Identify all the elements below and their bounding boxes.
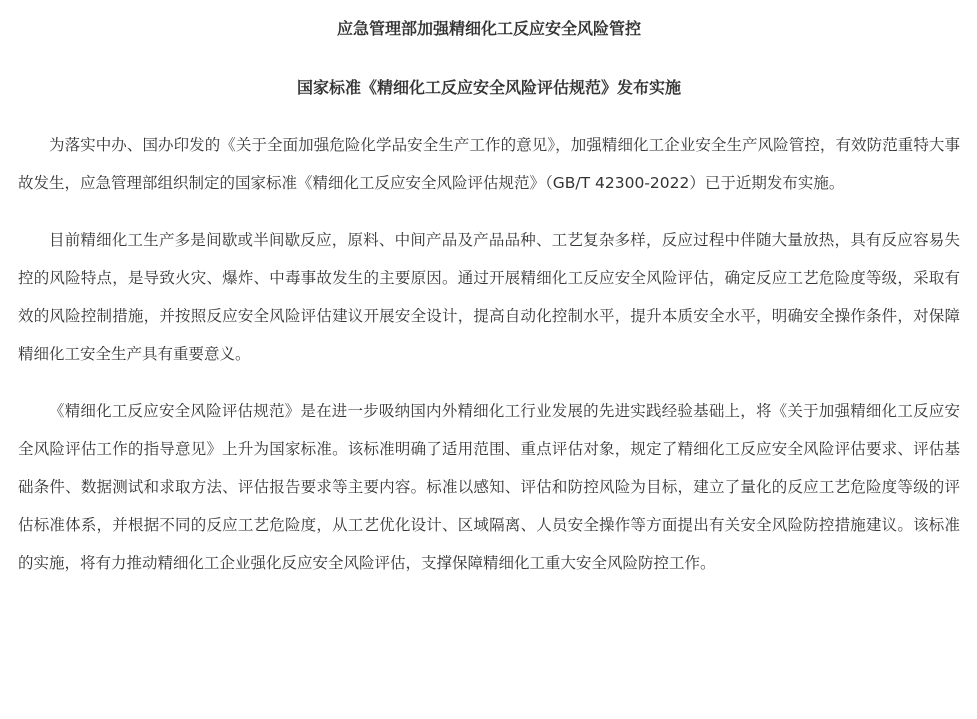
article-subtitle: 国家标准《精细化工反应安全风险评估规范》发布实施: [296, 78, 681, 97]
article-paragraph-3: 《精细化工反应安全风险评估规范》是在进一步吸纳国内外精细化工行业发展的先进实践经验基础上，将《关于加强精细化工反应安全风险评估工作的指导意见》上升为国家标准。该标准明确了适用范围、重点评估对象，规定了精细化工反应安全风险评估要求、评估基础条件、数据测试和求取方法、评估报告要求等主要内容。标准以感知、评估和防控风险为目标，建立了量化的反应工艺危险度等级的评估标准体系，并根据不同的反应工艺危险度，从工艺优化设计、区域隔离、人员安全操作等方面提出有关安全风险防控措施建议。该标准的实施，将有力推动精细化工企业强化反应安全风险评估，支撑保障精细化工重大安全风险防控工作。: [18, 402, 960, 572]
article-paragraph-2: 目前精细化工生产多是间歇或半间歇反应，原料、中间产品及产品品种、工艺复杂多样，反应过程中伴随大量放热，具有反应容易失控的风险特点，是导致火灾、爆炸、中毒事故发生的主要原因。通过开展精细化工反应安全风险评估，确定反应工艺危险度等级，采取有效的风险控制措施，并按照反应安全风险评估建议开展安全设计，提高自动化控制水平，提升本质安全水平，明确安全操作条件，对保障精细化工安全生产具有重要意义。: [18, 231, 960, 363]
article: [18, 0, 960, 582]
article-paragraph-1: 为落实中办、国办印发的《关于全面加强危险化学品安全生产工作的意见》，加强精细化工企业安全生产风险管控，有效防范重特大事故发生，应急管理部组织制定的国家标准《精细化工反应安全风险评估规范》（GB/T 42300-2022）已于近期发布实施。: [18, 136, 960, 192]
article-title: 应急管理部加强精细化工反应安全风险管控: [336, 19, 641, 38]
